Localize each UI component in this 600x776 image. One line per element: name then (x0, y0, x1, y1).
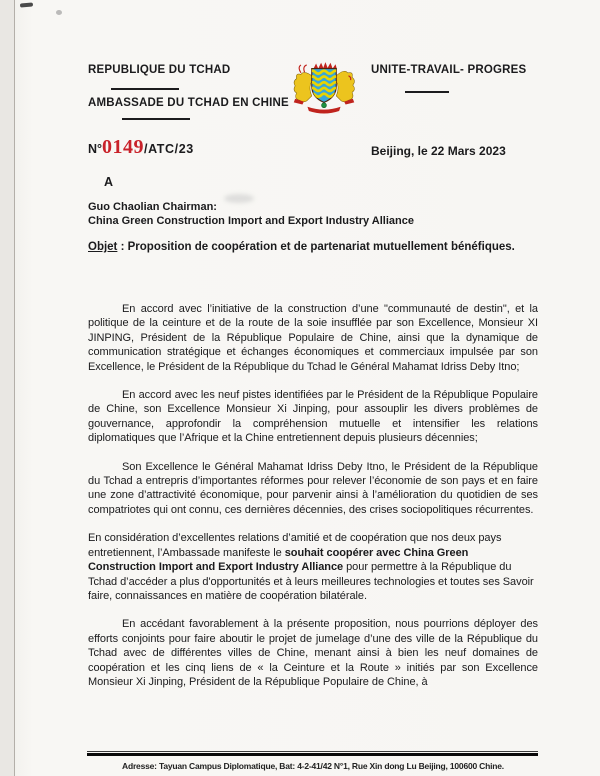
recipient-name: Guo Chaolian Chairman: (88, 201, 217, 213)
recipient-organization: China Green Construction Import and Export Industry Alliance (88, 215, 414, 227)
paragraph-4-text-1: En considération d’excellentes relations d’amitié et de coopération que nos deux pays entretiennent, l’Ambassade manifeste le (88, 532, 502, 559)
reference-prefix: N° (88, 142, 103, 156)
paragraph-4-highlight: souhait coopérer avec China Green Construction Import and Export Industry Alliance (88, 546, 469, 574)
scanner-edge (0, 0, 15, 776)
recipient-salutation: A (104, 175, 114, 189)
republic-title: REPUBLIQUE DU TCHAD (88, 64, 231, 76)
subject-label: Objet (88, 241, 118, 253)
paragraph-2: En accord avec les neuf pistes identifiées par le Président de la République Populaire de Chine, son Excellence Monsieur Xi Jinping, pour assouplir les divers problèmes de gouvernance, approfondir la compréhension mutuelle et intensifier les relations diplomatiques que l’Afrique et la Chine entretiennent depuis plusieurs décennies; (88, 389, 538, 445)
header-rule (111, 88, 179, 90)
paragraph-1: En accord avec l’initiative de la construction d’une "communauté de destin", et la politique de la ceinture et de la route de la soie insufflée par son Excellence, Monsieur XI JINPING, Président de la République Populaire de Chine, ainsi que la dynamique de communication stratégique et échanges économiques et commerciaux impulsée par son Excellence, le Président de la République du Tchad le Général Mahamat Idriss Deby Itno; (88, 303, 538, 373)
reference-suffix: /ATC/23 (144, 142, 194, 156)
embassy-title: AMBASSADE DU TCHAD EN CHINE (88, 97, 289, 109)
footer-address: Adresse: Tayuan Campus Diplomatique, Bat: 4-2-41/42 N°1, Rue Xin dong Lu Beijing, 100600 Chine. (122, 761, 504, 771)
reference-value: 0149 (102, 136, 145, 158)
subject-text: Proposition de coopération et de partenariat mutuellement bénéfiques. (127, 241, 515, 253)
paragraph-3: Son Excellence le Général Mahamat Idriss Deby Itno, le Président de la République du Tchad a entrepris d’importantes réformes pour relever l’économie de son pays et en faire une zone d’attractivité économique, pour parvenir ainsi à l’amélioration du quotidien de ses compatriotes qui ont connu, ces dernières décennies, des crises sociopolitiques récurrentes. (88, 460, 538, 516)
header-rule (122, 118, 190, 120)
recipient-block (88, 200, 414, 228)
letter-body (88, 302, 538, 703)
chad-coat-of-arms-icon (288, 61, 360, 115)
chad-coat-of-arms (288, 61, 360, 115)
paragraph-4 (88, 531, 538, 603)
footer-rule (87, 751, 538, 756)
scan-speck (56, 10, 62, 15)
header-rule (405, 91, 449, 93)
reference-number (88, 136, 194, 159)
subject-line (88, 240, 540, 254)
national-motto: UNITE-TRAVAIL- PROGRES (371, 64, 527, 76)
paragraph-5: En accédant favorablement à la présente proposition, nous pourrions déployer des efforts conjoints pour faire aboutir le projet de jumelage d’une des ville de la République du Tchad avec de différentes villes de Chine, menant ainsi à bien les neuf domaines de coopération et les cinq liens de « la Ceinture et la Route » initiés par son Excellence Monsieur Xi Jinping, Président de la République Populaire de Chine, à (88, 618, 538, 688)
dateline: Beijing, le 22 Mars 2023 (371, 144, 506, 158)
subject-colon: : (117, 241, 128, 253)
paragraph-4-text-2: pour permettre à la République du Tchad d’accéder a plus d'opportunités et à leurs meilleures technologies et toutes ses Savoir faire, connaissances en matière de coopération bilatérale. (88, 561, 534, 602)
